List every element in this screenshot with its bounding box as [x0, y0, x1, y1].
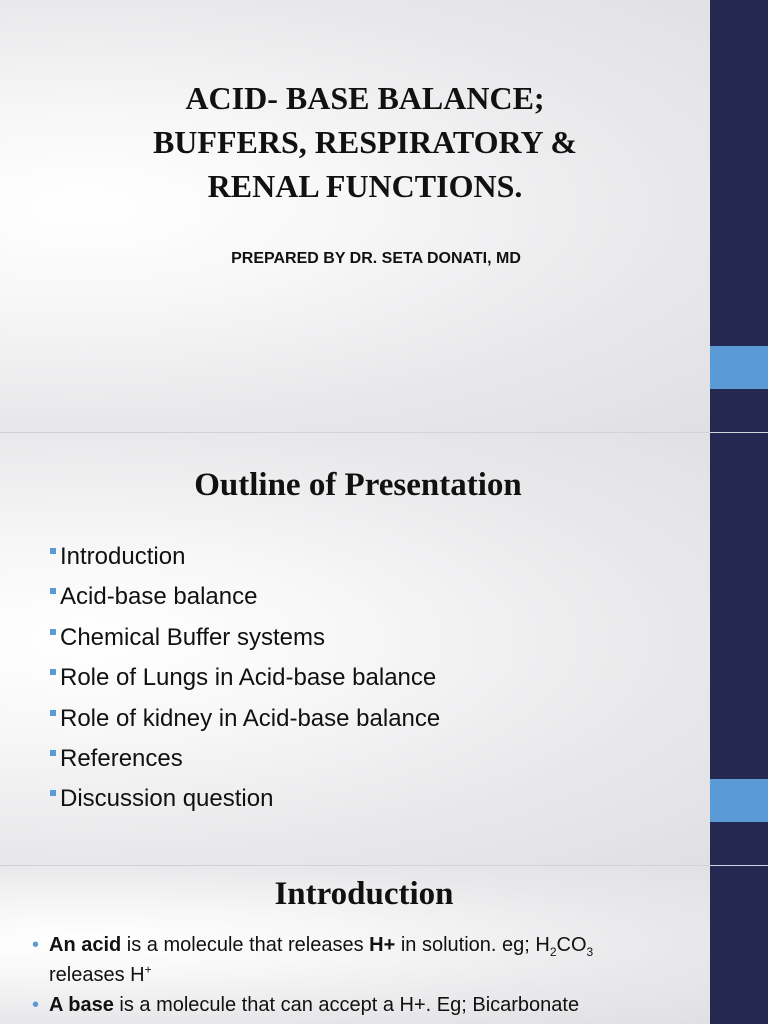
- list-item: [50, 699, 440, 739]
- square-bullet-icon: [50, 629, 56, 635]
- list-item: [50, 618, 440, 658]
- square-bullet-icon: [50, 548, 56, 554]
- introduction-body: [32, 930, 682, 1020]
- title-line-2: BUFFERS, RESPIRATORY &: [152, 124, 578, 160]
- bullet-dot-icon: •: [32, 994, 40, 1016]
- list-item: [50, 739, 440, 779]
- list-item-label: Role of kidney in Acid-base balance: [60, 704, 441, 732]
- slide-background: [0, 0, 710, 432]
- term-acid: An acid: [49, 934, 122, 956]
- list-item: [50, 658, 440, 698]
- title-line-1: ACID- BASE BALANCE;: [185, 80, 545, 116]
- list-item: [50, 779, 440, 819]
- bullet-text: is a molecule that can accept a H+. Eg; Bicarbonate: [113, 994, 580, 1016]
- bullet-dot-icon: •: [32, 934, 40, 956]
- superscript: +: [144, 962, 152, 977]
- outline-list: [50, 537, 440, 820]
- list-item-label: Role of Lungs in Acid-base balance: [60, 664, 437, 692]
- bullet-base: [32, 990, 682, 1020]
- bullet-acid: [32, 930, 682, 990]
- list-item-label: Discussion question: [60, 785, 274, 813]
- bullet-text: is a molecule that releases: [121, 934, 370, 956]
- list-item-label: References: [60, 744, 183, 772]
- subscript: 2: [549, 945, 557, 959]
- square-bullet-icon: [50, 750, 56, 756]
- square-bullet-icon: [50, 588, 56, 594]
- list-item-label: Introduction: [60, 543, 186, 570]
- title-line-3: RENAL FUNCTIONS.: [207, 168, 523, 204]
- list-item-label: Chemical Buffer systems: [60, 623, 325, 651]
- term-base: A base: [49, 994, 114, 1016]
- bullet-text: CO: [556, 934, 587, 956]
- bold-hplus: H+: [369, 934, 396, 956]
- sidebar-accent: [710, 346, 768, 389]
- introduction-title: Introduction: [274, 876, 454, 912]
- square-bullet-icon: [50, 790, 56, 796]
- sidebar-accent: [710, 779, 768, 822]
- outline-title: Outline of Presentation: [194, 467, 522, 503]
- bullet-text: in solution. eg; H: [395, 934, 550, 956]
- list-item-label: Acid-base balance: [60, 583, 258, 611]
- list-item: [50, 537, 440, 577]
- square-bullet-icon: [50, 710, 56, 716]
- introduction-slide: [0, 866, 768, 1024]
- subscript: 3: [586, 945, 594, 959]
- bullet-text: releases H: [49, 964, 145, 986]
- list-item: [50, 577, 440, 617]
- presentation-title: [0, 76, 730, 208]
- outline-slide: [0, 433, 768, 865]
- title-slide: [0, 0, 768, 432]
- square-bullet-icon: [50, 669, 56, 675]
- presentation-subtitle: PREPARED BY DR. SETA DONATI, MD: [231, 250, 521, 267]
